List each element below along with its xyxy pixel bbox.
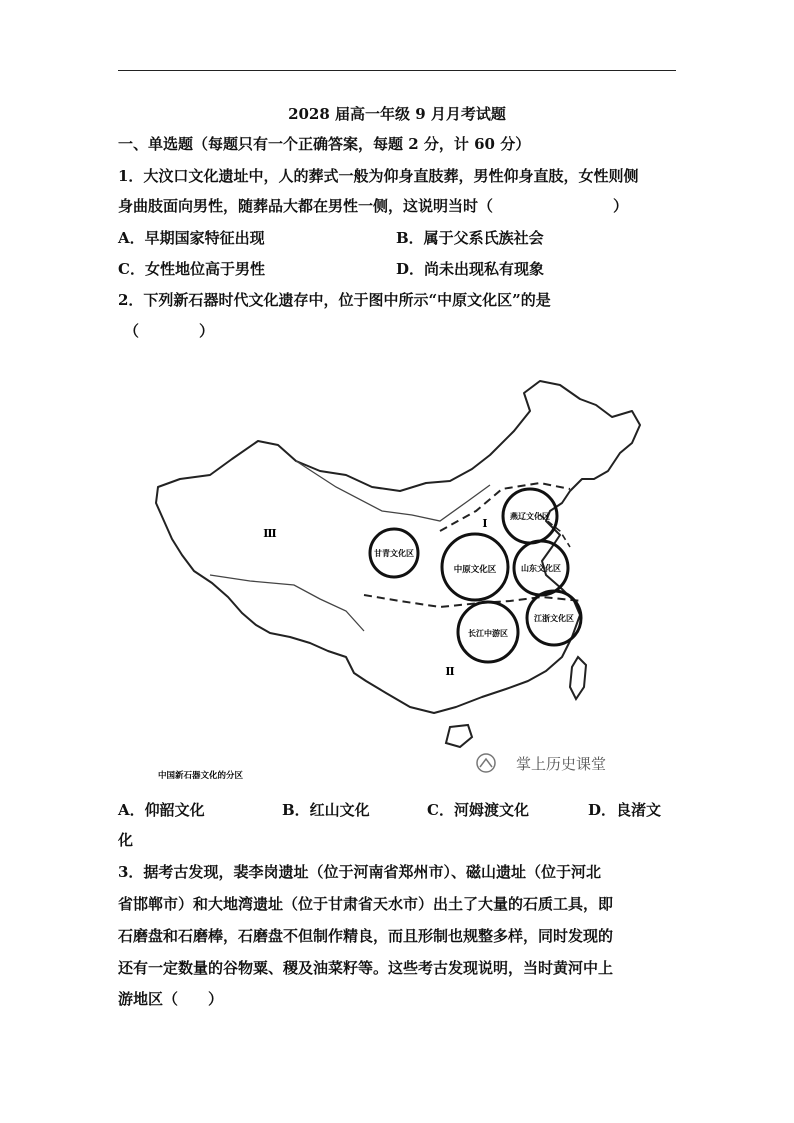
q3-stem-line-1: 3．据考古发现，裴李岗遗址（位于河南省郑州市）、磁山遗址（位于河北 bbox=[118, 863, 601, 881]
q1-option-c[interactable]: C．女性地位高于男性 bbox=[118, 260, 265, 278]
q3-stem-line-4: 还有一定数量的谷物粟、稷及油菜籽等。这些考古发现说明，当时黄河中上 bbox=[118, 959, 614, 977]
region-label-ganqing: 甘青文化区 bbox=[374, 549, 414, 558]
region-label-shandong: 山东文化区 bbox=[521, 564, 561, 573]
q2-option-d[interactable]: D．良渚文 bbox=[588, 801, 662, 819]
header-rule bbox=[118, 70, 676, 71]
q3-stem-line-5: 游地区（ ） bbox=[118, 990, 224, 1008]
region-label-changjiang: 长江中游区 bbox=[468, 629, 508, 638]
taiwan-island bbox=[570, 657, 586, 699]
q3-stem-line-3: 石磨盘和石磨棒，石磨盘不但制作精良，而且形制也规整多样，同时发现的 bbox=[118, 927, 614, 945]
q1-stem-line-1: 1．大汶口文化遗址中，人的葬式一般为仰身直肢葬，男性仰身直肢，女性则侧 bbox=[118, 167, 639, 185]
region-label-jiangzhe: 江浙文化区 bbox=[534, 614, 574, 623]
zone-label-south: Ⅱ bbox=[445, 665, 455, 678]
q3-stem-line-2: 省邯郸市）和大地湾遗址（位于甘肃省天水市）出土了大量的石质工具，即 bbox=[118, 895, 614, 913]
watermark-text: 掌上历史课堂 bbox=[516, 755, 607, 773]
q2-option-d-continued: 化 bbox=[118, 831, 134, 849]
q1-option-a[interactable]: A．早期国家特征出现 bbox=[118, 229, 265, 247]
neolithic-culture-map bbox=[150, 375, 650, 787]
page-title: 2028 届高一年级 9 月月考试题 bbox=[288, 105, 506, 123]
q2-option-a[interactable]: A．仰韶文化 bbox=[118, 801, 205, 819]
hainan-island bbox=[446, 725, 472, 747]
q2-answer-blank: （ ） bbox=[124, 322, 215, 340]
china-outline bbox=[156, 381, 640, 713]
q2-stem-line-1: 2．下列新石器时代文化遗存中，位于图中所示“中原文化区”的是 bbox=[118, 291, 551, 309]
q1-option-b[interactable]: B．属于父系氏族社会 bbox=[396, 229, 544, 247]
zone-label-west: Ⅲ bbox=[263, 527, 277, 540]
map-caption: 中国新石器文化的分区 bbox=[158, 771, 244, 781]
q2-option-b[interactable]: B．红山文化 bbox=[282, 801, 370, 819]
q1-stem-line-2: 身曲肢面向男性，随葬品大都在男性一侧，这说明当时（ ） bbox=[118, 197, 629, 215]
region-label-yanliao: 燕辽文化区 bbox=[510, 512, 550, 521]
section-heading: 一、单选题（每题只有一个正确答案，每题 2 分，计 60 分） bbox=[118, 135, 531, 153]
zone-label-north: Ⅰ bbox=[482, 517, 488, 530]
q1-option-d[interactable]: D．尚未出现私有现象 bbox=[396, 260, 545, 278]
watermark-logo bbox=[477, 754, 495, 772]
region-label-zhongyuan: 中原文化区 bbox=[453, 565, 497, 575]
q2-option-c[interactable]: C．河姆渡文化 bbox=[427, 801, 529, 819]
